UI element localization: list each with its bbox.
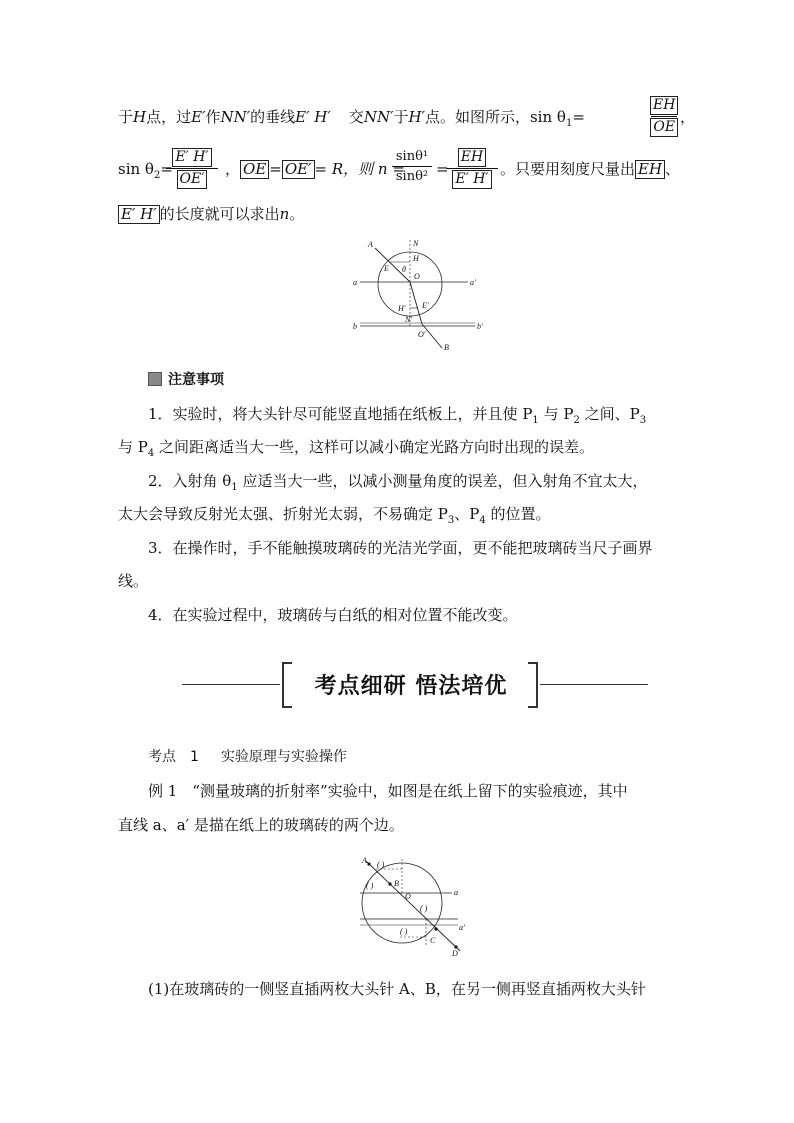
text: 、	[665, 160, 681, 178]
note-1-line2	[118, 436, 594, 465]
para1-line2-mid	[225, 158, 405, 180]
comma	[680, 106, 695, 128]
subscript: 4	[147, 448, 155, 459]
fraction-bar	[166, 168, 218, 169]
fig2-label: ( )	[400, 927, 408, 936]
subscript: 1	[231, 482, 238, 493]
text: 。	[289, 205, 305, 223]
boxed-EH: EH	[635, 160, 665, 179]
subscript: 4	[479, 515, 486, 526]
text: sin θ	[118, 160, 154, 178]
text: 与 P	[538, 405, 574, 423]
text: 的长度就可以求出	[159, 205, 280, 223]
text-var-H: H	[133, 108, 147, 126]
para1-line3	[118, 203, 304, 225]
fig1-label: O	[414, 272, 420, 281]
fig1-label: a′	[470, 278, 476, 287]
pin-C	[434, 927, 437, 930]
text: 作	[205, 108, 221, 126]
fig1-label: A	[368, 240, 373, 249]
fig1-label: a	[353, 278, 357, 287]
text: 点，过	[146, 108, 192, 126]
text: =	[572, 108, 585, 126]
fraction-sin-theta1	[650, 96, 678, 137]
note-3-line1	[148, 537, 653, 559]
fig1-label: H′	[398, 304, 406, 313]
text-var: NN′	[220, 108, 251, 126]
text-var: E′	[191, 108, 206, 126]
section-banner	[182, 660, 648, 708]
text: ，	[680, 108, 696, 126]
boxed-OE: OE	[240, 160, 269, 179]
figure-refraction-2	[360, 855, 480, 957]
fraction-bar	[446, 168, 498, 169]
fig1-label: θ	[402, 265, 406, 274]
kaodian-title: 实验原理与实验操作	[220, 749, 347, 765]
text: 4．在实验过程中，玻璃砖与白纸的相对位置不能改变。	[148, 606, 518, 624]
kaodian-label: 考点 1	[148, 749, 199, 765]
text-var: H′	[408, 108, 425, 126]
text: 点。如图所示，sin θ	[424, 108, 566, 126]
fig2-label: A	[362, 856, 367, 865]
text: ，	[225, 160, 241, 178]
example-1-line2	[118, 814, 404, 836]
text: (1)在玻璃砖的一侧竖直插两枚大头针 A、B，在另一侧再竖直插两枚大头针	[148, 980, 646, 998]
fig1-label: H	[413, 254, 419, 263]
fig1-label: b	[353, 322, 357, 331]
banner-line-left	[182, 684, 280, 685]
text: 直线 a、a′ 是描在纸上的玻璃砖的两个边。	[118, 816, 404, 834]
text: 的位置。	[485, 505, 551, 523]
note-2-line2	[118, 503, 551, 532]
fraction-sin-theta2	[166, 148, 218, 189]
subscript: 2	[573, 415, 580, 426]
text: 1．实验时，将大头针尽可能竖直地插在纸板上，并且使 P	[148, 405, 533, 423]
text: 交	[348, 108, 364, 126]
note-2-line1	[148, 470, 648, 499]
note-4	[148, 604, 518, 626]
banner-line-right	[540, 684, 648, 685]
numerator: EH	[650, 96, 678, 115]
ray	[366, 861, 460, 951]
para1-line2-end	[500, 158, 680, 180]
boxed-E-prime-H-prime: E′ H′	[118, 205, 160, 224]
text: 应适当大一些，以减小测量角度的误差，但入射角不宜太大，	[237, 472, 648, 490]
text: 2．入射角 θ	[148, 472, 232, 490]
fig2-label: a′	[459, 923, 465, 932]
text-var: E′ H′	[295, 108, 331, 126]
text: 太大会导致反射光太强、折射光太弱，不易确定 P	[118, 505, 448, 523]
section-heading	[148, 746, 347, 768]
fig1-label: O′	[418, 330, 426, 339]
text: 3．在操作时，手不能触摸玻璃砖的光洁光学面，更不能把玻璃砖当尺子画界	[148, 539, 653, 557]
text-var-n: n	[279, 205, 290, 223]
text: 、P	[454, 505, 480, 523]
subscript: 3	[639, 415, 647, 426]
fig2-label: ( )	[366, 881, 374, 890]
para1-line2-start	[118, 158, 173, 187]
fig1-label: E	[384, 264, 389, 273]
fig1-label: N	[413, 239, 419, 248]
denominator: OE	[650, 118, 678, 137]
note-3-line2	[118, 570, 148, 592]
denominator: OE′	[177, 170, 208, 189]
fig2-label: ( )	[420, 904, 428, 913]
notes-title: 注意事项	[168, 372, 224, 388]
text: = R，则 n =	[314, 160, 405, 178]
note-1-line1	[148, 403, 646, 432]
pin-B	[388, 882, 391, 885]
question-1	[148, 978, 646, 1000]
text: 于	[118, 108, 134, 126]
text: 之间、P	[579, 405, 640, 423]
notes-heading	[148, 369, 224, 389]
banner-title: 考点细研 悟法培优	[314, 673, 508, 699]
fig2-label: a	[454, 888, 458, 897]
text-var: NN′	[363, 108, 394, 126]
subscript: 2	[153, 170, 161, 181]
subscript: 3	[447, 515, 455, 526]
denominator: sinθ²	[395, 169, 429, 184]
numerator: EH	[458, 148, 486, 167]
fraction-bar	[651, 116, 677, 117]
text: 之间距离适当大一些，这样可以减小确定光路方向时出现的误差。	[154, 438, 595, 456]
fraction-n	[392, 148, 432, 185]
example-1-line1	[148, 780, 628, 802]
fraction-bar	[392, 166, 432, 167]
text: =	[436, 160, 449, 178]
fraction-eh	[446, 148, 498, 189]
text: =	[160, 160, 173, 178]
fig2-label: D	[452, 949, 458, 957]
fig2-label: B	[394, 879, 399, 888]
numerator: E′ H′	[172, 148, 211, 167]
boxed-OE-prime: OE′	[282, 160, 315, 179]
fig2-label: C	[430, 936, 436, 945]
figure-refraction-1	[350, 238, 490, 356]
fig1-label: b′	[477, 322, 483, 331]
denominator: E′ H′	[452, 170, 491, 189]
text: 与 P	[118, 438, 148, 456]
square-bullet-icon	[148, 372, 162, 386]
fig2-label: ( )	[377, 860, 385, 869]
numerator: sinθ¹	[395, 149, 429, 164]
fig1-label: E′	[422, 301, 429, 310]
para1-line1	[118, 106, 585, 135]
banner-bracket-left	[282, 662, 292, 708]
text: 例 1 “测量玻璃的折射率”实验中，如图是在纸上留下的实验痕迹，其中	[148, 782, 628, 800]
text: 线。	[118, 572, 149, 590]
banner-bracket-right	[528, 662, 538, 708]
pin-A	[367, 862, 370, 865]
subscript: 1	[532, 415, 539, 426]
fig1-label: N′	[405, 315, 413, 324]
text: 。只要用刻度尺量出	[500, 160, 636, 178]
fig1-label: B	[444, 343, 449, 352]
subscript: 1	[565, 118, 573, 129]
text: =	[269, 160, 282, 178]
text: 于	[393, 108, 409, 126]
fig2-label: O	[405, 892, 411, 901]
text: 的垂线	[250, 108, 296, 126]
